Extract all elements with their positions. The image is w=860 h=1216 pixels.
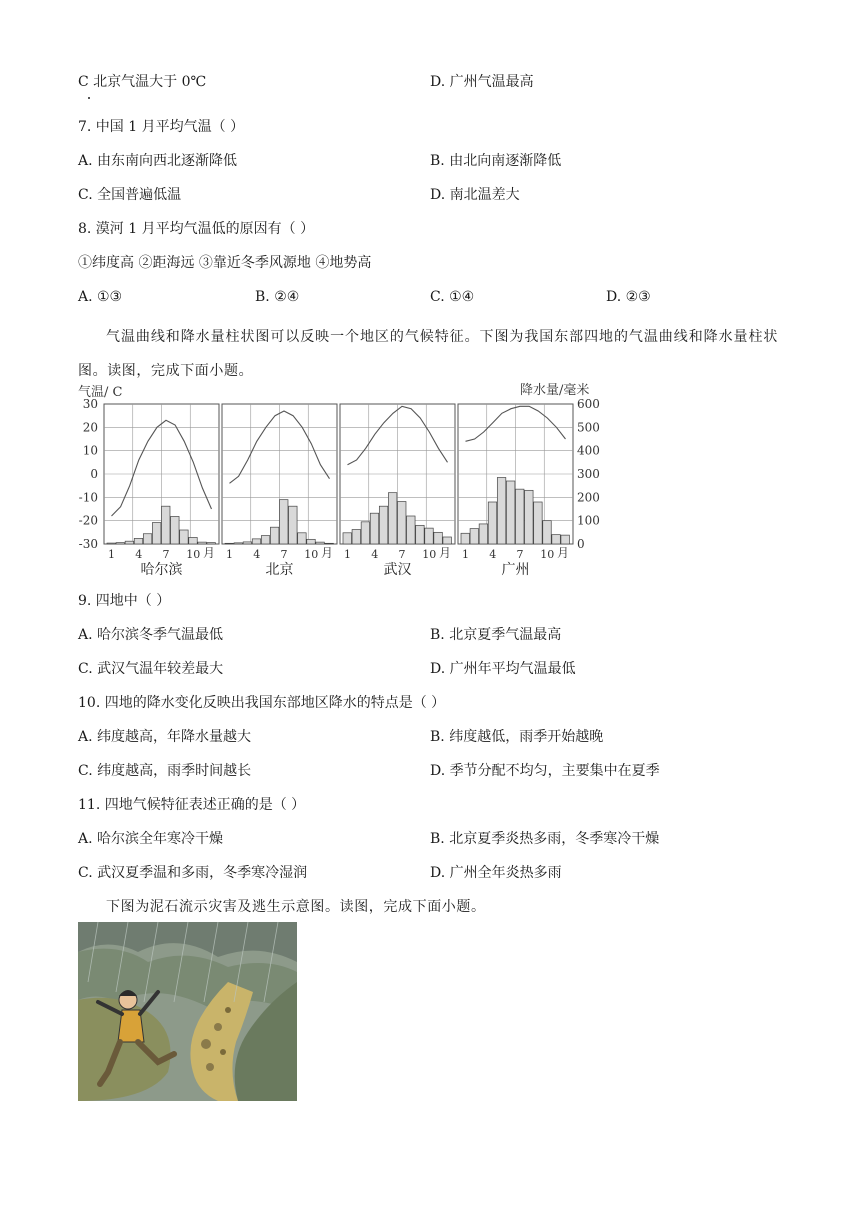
precipitation-bar	[352, 530, 360, 544]
month-unit: 月	[202, 546, 216, 560]
city-name: 北京	[265, 562, 294, 578]
precipitation-bar	[425, 528, 433, 544]
precipitation-bar	[307, 539, 315, 544]
q9-option-c: C. 武汉气温年较差最大	[78, 661, 224, 677]
q7-stem: 7. 中国 1 月平均气温（ ）	[78, 119, 245, 135]
month-tick: 10	[540, 548, 555, 561]
q10-option-d: D. 季节分配不均匀，主要集中在夏季	[430, 763, 660, 779]
q10-option-a: A. 纬度越高，年降水量越大	[78, 729, 252, 745]
precipitation-bar	[207, 543, 215, 544]
precipitation-bar	[497, 478, 505, 545]
temperature-axis-label: 气温/ C	[78, 385, 123, 400]
precipitation-bar	[189, 537, 197, 544]
month-tick: 4	[489, 548, 497, 561]
precipitation-bar	[225, 543, 233, 544]
precipitation-bar	[261, 536, 269, 544]
precipitation-bar	[280, 500, 288, 544]
month-tick: 4	[371, 548, 379, 561]
q11-option-d: D. 广州全年炎热多雨	[430, 865, 562, 881]
month-unit: 月	[556, 546, 570, 560]
precipitation-bar	[434, 532, 442, 544]
precipitation-bar	[134, 538, 142, 544]
city-name: 广州	[501, 562, 530, 578]
q7-option-c: C. 全国普遍低温	[78, 187, 182, 203]
temperature-tick: -30	[78, 537, 98, 551]
q8-reasons: ①纬度高 ②距海远 ③靠近冬季风源地 ④地势高	[78, 255, 372, 271]
precipitation-tick: 300	[577, 467, 600, 481]
precipitation-bar	[298, 533, 306, 544]
precipitation-bar	[416, 525, 424, 544]
precipitation-tick: 100	[577, 513, 600, 528]
month-tick: 1	[108, 548, 116, 561]
q7-option-b: B. 由北向南逐渐降低	[430, 153, 562, 169]
month-unit: 月	[438, 546, 452, 560]
precipitation-bar	[125, 541, 133, 544]
temperature-tick: 10	[82, 443, 98, 458]
precipitation-bar	[162, 506, 170, 544]
precipitation-tick: 600	[577, 397, 600, 411]
precipitation-bar	[443, 537, 451, 544]
precipitation-bar	[543, 521, 551, 544]
city-name: 武汉	[383, 562, 412, 578]
month-tick: 10	[186, 548, 201, 561]
q7-option-a: A. 由东南向西北逐渐降低	[78, 153, 238, 169]
q8-option-b: B. ②④	[255, 289, 300, 305]
precipitation-tick: 400	[577, 443, 600, 458]
month-tick: 1	[344, 548, 352, 561]
q9-option-d: D. 广州年平均气温最低	[430, 661, 576, 677]
precipitation-bar	[461, 533, 469, 544]
precipitation-bar	[171, 516, 179, 544]
q10-stem: 10. 四地的降水变化反映出我国东部地区降水的特点是（ ）	[78, 695, 446, 711]
q6-option-c: C 北京气温大于 0℃	[78, 74, 207, 90]
climate-chart	[74, 378, 614, 578]
q11-option-a: A. 哈尔滨全年寒冷干燥	[78, 831, 224, 847]
temperature-tick: 30	[82, 397, 98, 411]
precipitation-bar	[516, 489, 524, 544]
precipitation-axis-label: 降水量/毫米	[520, 383, 590, 398]
q11-option-b: B. 北京夏季炎热多雨，冬季寒冷干燥	[430, 831, 660, 847]
precipitation-bar	[289, 506, 297, 544]
q10-option-c: C. 纬度越高，雨季时间越长	[78, 763, 252, 779]
precipitation-tick: 0	[577, 537, 585, 551]
month-tick: 4	[135, 548, 143, 561]
precipitation-bar	[552, 535, 560, 544]
temperature-tick: 0	[90, 467, 98, 481]
precipitation-bar	[479, 524, 487, 544]
precipitation-tick: 200	[577, 490, 600, 505]
precipitation-bar	[234, 543, 242, 544]
month-tick: 7	[398, 548, 406, 561]
precipitation-bar	[198, 542, 206, 544]
city-name: 哈尔滨	[140, 562, 183, 578]
month-tick: 4	[253, 548, 261, 561]
precipitation-bar	[470, 529, 478, 544]
precipitation-bar	[107, 543, 115, 544]
month-tick: 10	[304, 548, 319, 561]
precipitation-bar	[370, 513, 378, 544]
mudslide-illustration	[78, 922, 297, 1101]
precipitation-bar	[379, 506, 387, 544]
q11-option-c: C. 武汉夏季温和多雨，冬季寒冷湿润	[78, 865, 308, 881]
q10-option-b: B. 纬度越低，雨季开始越晚	[430, 729, 604, 745]
q8-stem: 8. 漠河 1 月平均气温低的原因有（ ）	[78, 221, 315, 237]
precipitation-bar	[143, 534, 151, 544]
month-unit: 月	[320, 546, 334, 560]
precipitation-bar	[361, 522, 369, 544]
precipitation-bar	[252, 539, 260, 544]
precipitation-bar	[316, 542, 324, 544]
q8-option-d: D. ②③	[606, 289, 651, 305]
q9-option-b: B. 北京夏季气温最高	[430, 627, 562, 643]
precipitation-bar	[398, 502, 406, 544]
precipitation-bar	[388, 493, 396, 544]
precipitation-bar	[407, 516, 415, 544]
precipitation-bar	[534, 502, 542, 544]
q7-option-d: D. 南北温差大	[430, 187, 520, 203]
precipitation-bar	[561, 535, 569, 544]
precipitation-bar	[116, 543, 124, 544]
month-tick: 7	[280, 548, 288, 561]
precipitation-bar	[270, 527, 278, 544]
precipitation-tick: 500	[577, 420, 600, 435]
precipitation-bar	[152, 523, 160, 544]
precipitation-bar	[506, 481, 514, 544]
q8-option-a: A. ①③	[78, 289, 123, 305]
precipitation-bar	[325, 543, 333, 544]
q6-option-d: D. 广州气温最高	[430, 74, 534, 90]
precipitation-bar	[343, 533, 351, 544]
mudslide-intro: 下图为泥石流示灾害及逃生示意图。读图，完成下面小题。	[106, 899, 486, 915]
precipitation-bar	[525, 490, 533, 544]
q9-stem: 9. 四地中（ ）	[78, 593, 171, 609]
temperature-tick: -10	[78, 490, 98, 505]
q11-stem: 11. 四地气候特征表述正确的是（ ）	[78, 797, 306, 813]
climate-intro: 气温曲线和降水量柱状图可以反映一个地区的气候特征。下图为我国东部四地的气温曲线和降水量柱状图。读图，完成下面小题。	[78, 329, 778, 379]
month-tick: 10	[422, 548, 437, 561]
month-tick: 7	[162, 548, 170, 561]
month-tick: 1	[462, 548, 470, 561]
q9-option-a: A. 哈尔滨冬季气温最低	[78, 627, 224, 643]
precipitation-bar	[180, 530, 188, 544]
q8-option-c: C. ①④	[430, 289, 475, 305]
temperature-tick: -20	[78, 513, 98, 528]
temperature-tick: 20	[82, 420, 98, 435]
month-tick: 1	[226, 548, 234, 561]
precipitation-bar	[488, 502, 496, 544]
month-tick: 7	[516, 548, 524, 561]
emphasis-dot	[88, 97, 90, 99]
precipitation-bar	[243, 542, 251, 544]
